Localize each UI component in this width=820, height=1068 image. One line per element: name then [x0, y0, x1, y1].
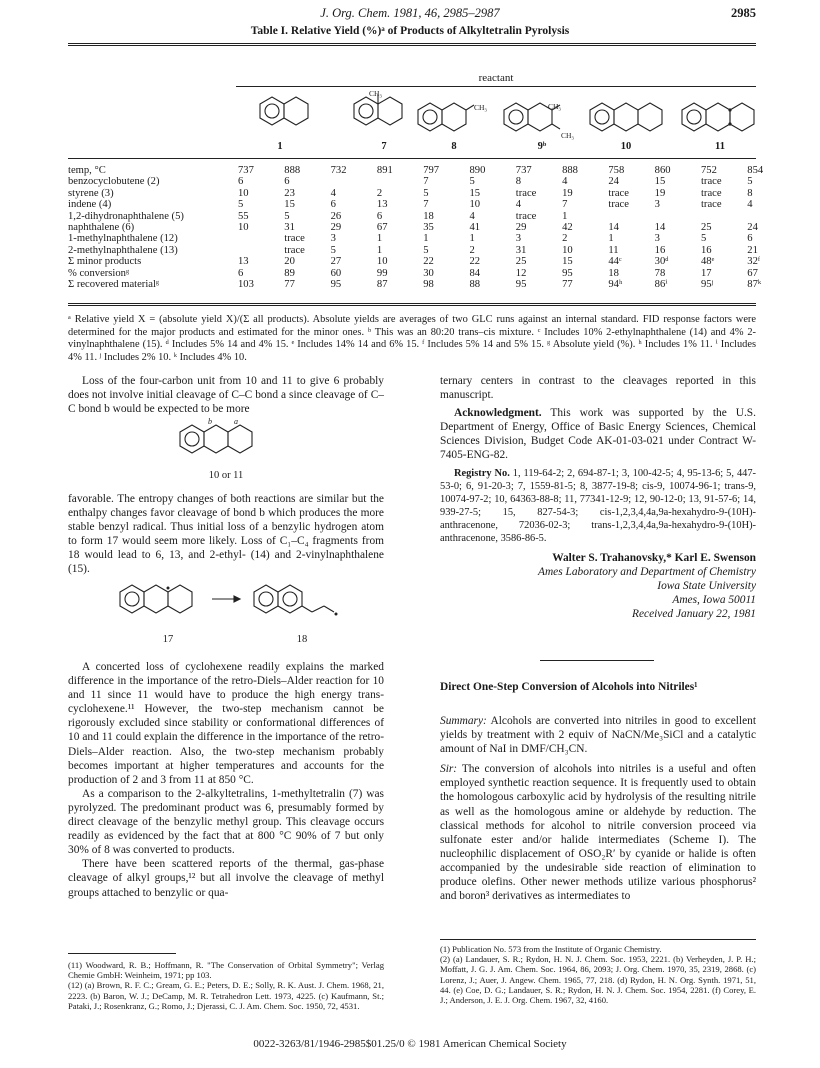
- table-cell: trace: [284, 244, 305, 256]
- sir-paragraph: [440, 762, 756, 903]
- acknowledgment-label: Acknowledgment.: [454, 407, 542, 420]
- table-bottom-rule-2: [68, 305, 756, 306]
- table-cell: 31: [515, 244, 527, 256]
- structure-8: [410, 98, 484, 142]
- table-cell: 10: [238, 187, 249, 199]
- table-caption: Table I. Relative Yield (%)ᵃ of Products of Alkyltetralin Pyrolysis: [250, 25, 570, 37]
- table-cell: trace: [608, 199, 629, 211]
- table-cell: 31: [284, 222, 295, 234]
- table-cell: 24: [608, 176, 619, 188]
- table-cell: 2: [562, 233, 568, 245]
- table-cell: 48ᵉ: [700, 256, 715, 268]
- received-date: Received January 22, 1981: [632, 607, 756, 620]
- table-cell: 10: [562, 244, 573, 256]
- table-cell: 32ᶠ: [747, 256, 761, 268]
- table-cell: trace: [284, 233, 305, 245]
- table-cell: 103: [238, 279, 254, 291]
- table-cell: 77: [284, 279, 295, 291]
- reactant-rule: [236, 86, 756, 87]
- paragraph-entropy: favorable. The entropy changes of both reactions are similar but the enthalpy changes favor cleavage of bond b which produces the more stable benzyl radical. Thus initial loss of a benzylic hydrogen atom to form 17 would seem more likely. Loss of C₁–C₄ fragments from 18 would lead to 6, 13, and 2-ethyl- (14) and 2-vinylnaphthalene (15).: [68, 493, 384, 576]
- table-cell: 30ᵈ: [654, 256, 669, 268]
- table-cell: 22: [423, 256, 434, 268]
- table-cell: 888: [562, 165, 578, 176]
- table-cell: 67: [376, 222, 388, 234]
- paragraph-scattered-reports: There have been scattered reports of the thermal, gas-phase cleavage of alkyl groups,¹² but all involve the cleavage of methyl groups attached to benzylic or qua-: [68, 858, 384, 899]
- compound-number-9: 9ᵇ: [537, 141, 547, 152]
- table-cell: 95: [330, 279, 342, 291]
- table-cell: 16: [700, 244, 712, 256]
- table-cell: 60: [330, 267, 342, 279]
- table-cell: 16: [654, 244, 666, 256]
- bond-label-a: a: [234, 417, 238, 426]
- table-cell: 10: [376, 256, 388, 268]
- table-cell: 18: [608, 267, 619, 279]
- table-cell: 94ʰ: [608, 279, 623, 291]
- table-cell: 737: [238, 165, 254, 176]
- table-cell: 1: [562, 210, 568, 222]
- table-cell: [238, 233, 284, 244]
- table-cell: 78: [654, 267, 666, 279]
- paragraph-ternary: ternary centers in contrast to the cleavages reported in this manuscript.: [440, 375, 756, 402]
- table-cell: 5: [700, 233, 707, 245]
- methyl-label-9b: CH₃: [561, 131, 575, 140]
- table-cell: 3: [654, 199, 660, 211]
- table-cell: 6: [238, 176, 244, 188]
- table-cell: 5: [284, 210, 290, 222]
- table-cell: 18: [423, 210, 434, 222]
- table-top-rule-2: [68, 45, 756, 46]
- table-cell: 88: [469, 279, 481, 291]
- row-label: Σ recovered materialᵍ: [68, 279, 160, 291]
- table-cell: 5: [238, 199, 244, 211]
- table-cell: 15: [562, 256, 573, 268]
- table-row: [68, 211, 794, 222]
- table-cell: 732: [330, 165, 347, 176]
- table-cell: 24: [747, 222, 758, 234]
- table-row: [68, 188, 794, 199]
- structure-10: [584, 98, 670, 142]
- summary: [440, 714, 756, 756]
- summary-label: Summary:: [440, 715, 487, 727]
- bond-label-b: b: [208, 417, 212, 426]
- table-cell: 4: [330, 187, 336, 199]
- table-cell: 10: [469, 199, 481, 211]
- table-cell: 19: [562, 187, 573, 199]
- table-cell: 14: [654, 222, 666, 234]
- table-row: [68, 176, 794, 187]
- table-cell: trace: [700, 199, 722, 211]
- table-cell: 4: [562, 176, 568, 188]
- methyl-label-7: CH₃: [369, 89, 383, 98]
- affiliation-line-2: Iowa State University: [657, 579, 756, 592]
- table-row: [68, 268, 794, 279]
- table-cell: 891: [376, 165, 393, 176]
- compound-number-7: 7: [381, 141, 387, 152]
- table-row: [68, 199, 794, 210]
- table-top-rule: [68, 43, 756, 44]
- table-cell: 29: [515, 222, 527, 234]
- figure-10-or-11: [170, 418, 280, 468]
- row-label: naphthalene (6): [68, 222, 135, 234]
- table-cell: trace: [700, 187, 722, 199]
- left-column-part3: [68, 660, 384, 900]
- registry-text: 1, 119-64-2; 2, 694-87-1; 3, 100-42-5; 4, 95-13-6; 5, 447-53-0; 6, 91-20-3; 7, 1559-81-5; 8, 3877-19-8; cis-9, 10074-96-1; trans-9, 10074-97-2; 10, 64363-88-8; 11, 77341-12-9; 12, 90-12-0; 13, 91-57-6; 14, 939-27-5; 15, 827-54-3; cis-1,2,3,4,4a,9a-hexahydro-9-(10H)-anthracenone, 72036-02-3; trans-1,2,3,4,4a,9a-hexahydro-9-(10H)-anthracenone, 3586-86-5.: [440, 467, 756, 544]
- table-cell: 87: [376, 279, 388, 291]
- table-cell: 2: [469, 244, 475, 256]
- methyl-label-8: CH₃: [474, 103, 488, 112]
- table-cell: 12: [515, 267, 527, 279]
- table-cell: 22: [469, 256, 481, 268]
- table-cell: 84: [469, 267, 481, 279]
- table-cell: trace: [515, 210, 537, 222]
- table-cell: 6: [330, 199, 336, 211]
- table-cell: 1: [608, 233, 614, 245]
- table-row: [68, 256, 794, 267]
- table-cell: 13: [376, 199, 388, 211]
- table-cell: 41: [469, 222, 481, 234]
- table-cell: 77: [562, 279, 573, 291]
- table-cell: [238, 245, 284, 256]
- table-cell: 4: [747, 199, 753, 211]
- table-cell: 758: [608, 165, 625, 176]
- row-label: % conversionᵍ: [68, 267, 130, 279]
- table-cell: 55: [238, 210, 249, 222]
- table-cell: 26: [330, 210, 342, 222]
- table-cell: 3: [330, 233, 336, 245]
- table-bottom-rule: [68, 303, 756, 304]
- table-cell: 15: [284, 199, 295, 211]
- table-cell: 99: [376, 267, 388, 279]
- table-cell: 95: [515, 279, 527, 291]
- paragraph-methyltetralin: As a comparison to the 2-alkyltetralins, 1-methyltetralin (7) was pyrolyzed. The predominant product was 6, presumably formed by direct cleavage of the benzylic methyl group. This cleavage occurs readily as evidenced by the fact that at 800 °C 90% of 7 but only 30% of 8 was converted to products.: [68, 787, 384, 857]
- table-cell: 21: [747, 244, 758, 256]
- compound-number-11: 11: [715, 141, 725, 152]
- table-cell: 4: [515, 199, 522, 211]
- table-cell: 86ⁱ: [654, 279, 668, 291]
- table-cell: trace: [608, 187, 629, 199]
- table-cell: 6: [376, 210, 383, 222]
- sir-text: The conversion of alcohols into nitriles is a useful and often employed synthetic reaction sequence. It is frequently used to obtain the homologous carboxylic acid by hydrolysis of the resulting nitrile as well as the homologous amine or aldehyde by reduction. The classical methods for alcohol to nitrile conversion proceed via sulfonate ester and/or halide intermediates (Scheme I). The nucleophilic displacement of OSO₂R′ by cyanide or halide is often accompanied by the undesirable side reaction of elimination to produce olefins. Other newer methods utilize various phosphorus² and boron³ derivatives as intermediates to: [440, 763, 756, 903]
- compound-number-10: 10: [620, 141, 632, 152]
- registry-label: Registry No.: [454, 467, 510, 479]
- left-column-part1: [68, 374, 384, 416]
- running-header: J. Org. Chem. 1981, 46, 2985–2987: [320, 6, 500, 20]
- table-cell: 19: [654, 187, 666, 199]
- table-cell: 67: [747, 267, 758, 279]
- page-footer: 0022-3263/81/1946-2985$01.25/0 © 1981 American Chemical Society: [253, 1038, 567, 1050]
- table-cell: 890: [469, 165, 486, 176]
- table-cell: 5: [469, 176, 475, 188]
- table-cell: 14: [608, 222, 619, 234]
- table-cell: 89: [284, 267, 295, 279]
- compound-label-17: 17: [162, 634, 174, 645]
- page-number: 2985: [731, 6, 756, 20]
- table-cell: 5: [747, 176, 753, 188]
- affiliation: [440, 565, 756, 621]
- table-cell: 752: [700, 165, 717, 176]
- table-cell: 17: [700, 267, 712, 279]
- table-cell: 10: [238, 222, 249, 234]
- table-cell: [608, 211, 654, 222]
- acknowledgment: [440, 406, 756, 462]
- table-cell: 13: [238, 256, 249, 268]
- table-row: [68, 222, 794, 233]
- registry-numbers: [440, 467, 756, 545]
- table-cell: [655, 211, 701, 222]
- table-cell: 87ᵏ: [747, 279, 762, 291]
- right-references: (1) Publication No. 573 from the Institute of Organic Chemistry. (2) (a) Landauer, S. R.; Rydon, H. N. J. Chem. Soc. 1953, 2221. (b) Verheyden, J. P. H.; Moffatt, J. G. J. Am. Chem. Soc. 1964, 86, 2093; J. Org. Chem. 1970, 35, 2319, 2868. (c) Lorenz, J.; Auer, J. Angew. Chem. 1965, 77, 218. (d) Rydon, H. N. Org. Synth. 1971, 51, 44. (e) Coe, D. G.; Landauer, S. R.; Rydon, H. N. J. Chem. Soc. 1954, 2281. (f) Corey, E. J.; Anderson, J. E. J. Org. Chem. 1967, 32, 4160.: [440, 944, 756, 1006]
- table-cell: 4: [469, 210, 475, 222]
- table-cell: 20: [284, 256, 295, 268]
- acknowledgment-text: This work was supported by the U.S. Department of Energy, Office of Basic Energy Sciences, Chemical Sciences Division, Budget Code AK-01-03-021 under Contract W-7405-ENG-82.: [440, 407, 756, 462]
- table-row: [68, 165, 794, 176]
- row-label: 1,2-dihydronaphthalene (5): [68, 210, 184, 222]
- table-row: [68, 279, 794, 290]
- table-cell: 42: [562, 222, 573, 234]
- table-cell: 25: [515, 256, 527, 268]
- table-cell: 15: [654, 176, 666, 188]
- table-cell: 1: [469, 233, 475, 245]
- table-cell: 98: [423, 279, 434, 291]
- table-cell: 8: [747, 187, 753, 199]
- table-cell: 854: [747, 165, 764, 176]
- table-cell: 95ʲ: [700, 279, 714, 291]
- row-label: Σ minor products: [68, 256, 142, 268]
- table-cell: 737: [515, 165, 532, 176]
- structure-1: [246, 92, 316, 136]
- table-cell: 797: [423, 165, 440, 176]
- paragraph-cleavage: Loss of the four-carbon unit from 10 and 11 to give 6 probably does not involve initial cleavage of C–C bond a since cleavage of C–C bond b would be expected to be more: [68, 375, 384, 416]
- table-cell: 2: [376, 187, 383, 199]
- table-cell: [747, 211, 793, 222]
- table-header-rule: [68, 158, 756, 159]
- row-label: indene (4): [68, 199, 112, 211]
- table-cell: 5: [423, 244, 429, 256]
- left-references: (11) Woodward, R. B.; Hoffmann, R. "The Conservation of Orbital Symmetry"; Verlag Chemie GmbH: Weinheim, 1971; pp 103. (12) (a) Brown, R. F. C.; Gream, G. E.; Peters, D. E.; Solly, R. K. Aust. J. Chem. 1968, 21, 2223. (b) Baron, W. J.; DeCamp, M. R. Tetrahedron Lett. 1973, 4225. (c) Kaufmann, St.; Pataki, J.; Rosenkranz, G.; Romo, J.; Djerassi, C. J. Am. Chem. Soc. 1950, 72, 4531.: [68, 960, 384, 1011]
- right-column-part1: [440, 374, 756, 621]
- table-footnotes: ᵃ Relative yield X = (absolute yield X)/(Σ all products). Absolute yields are averages of two GLC runs against an internal standard. FID response factors were determined for the major products and estimated for the minor ones. ᵇ This was an 80:20 trans–cis mixture. ᶜ Includes 10% 2-ethylnaphthalene (14) and 4% 2-vinylnaphthalene (15). ᵈ Includes 5% 14 and 4% 15. ᵉ Includes 14% 14 and 6% 15. ᶠ Includes 5% 14 and 5% 15. ᵍ Absolute yield (%). ʰ Includes 1% 11. ⁱ Includes 4% 11. ʲ Includes 2% 10. ᵏ Includes 4% 10.: [68, 314, 756, 363]
- row-label: benzocyclobutene (2): [68, 176, 160, 188]
- table-cell: 35: [423, 222, 434, 234]
- right-column-part2: [440, 714, 756, 903]
- table-cell: trace: [700, 176, 722, 188]
- table-cell: 888: [284, 165, 301, 176]
- table-cell: 6: [284, 176, 290, 188]
- table-row: [68, 233, 794, 244]
- table-cell: 6: [238, 267, 244, 279]
- table-cell: 11: [608, 244, 619, 256]
- reactant-heading: reactant: [478, 72, 514, 84]
- row-label: temp, °C: [68, 165, 106, 176]
- methyl-label-9a: CH₃: [548, 102, 562, 111]
- row-label: styrene (3): [68, 187, 114, 199]
- table-cell: 1: [376, 244, 383, 256]
- table-cell: 27: [330, 256, 342, 268]
- table-cell: 23: [284, 187, 295, 199]
- table-cell: [377, 176, 423, 187]
- table-cell: [331, 176, 377, 187]
- table-cell: 5: [330, 244, 336, 256]
- summary-text: Alcohols are converted into nitriles in good to excellent yields by treatment with 2 equiv of NaCN/Me₃SiCl and a catalytic amount of NaI in DMF/CH₃CN.: [440, 715, 756, 756]
- affiliation-line-1: Ames Laboratory and Department of Chemistry: [538, 565, 756, 578]
- table-cell: 5: [423, 187, 429, 199]
- table-cell: 95: [562, 267, 573, 279]
- table-cell: 44ᶜ: [608, 256, 622, 268]
- compound-number-8: 8: [451, 141, 457, 152]
- article-title: Direct One-Step Conversion of Alcohols into Nitriles¹: [440, 681, 698, 693]
- table-cell: [701, 211, 747, 222]
- sir-label: Sir:: [440, 763, 458, 776]
- structure-11: [676, 98, 762, 142]
- affiliation-line-3: Ames, Iowa 50011: [672, 593, 756, 606]
- table-cell: 1: [376, 233, 383, 245]
- table-cell: 29: [330, 222, 342, 234]
- table-cell: trace: [515, 187, 537, 199]
- table-cell: 1: [423, 233, 429, 245]
- table-cell: 30: [423, 267, 434, 279]
- table-cell: 860: [654, 165, 671, 176]
- row-label: 2-methylnaphthalene (13): [68, 244, 178, 256]
- table-cell: 7: [562, 199, 568, 211]
- left-column-part2: [68, 492, 384, 577]
- pyrolysis-data-table: [68, 165, 794, 290]
- table-cell: 25: [700, 222, 712, 234]
- table-cell: 6: [747, 233, 753, 245]
- compound-label-18: 18: [296, 634, 308, 645]
- table-cell: 7: [423, 176, 429, 188]
- table-cell: 15: [469, 187, 481, 199]
- row-label: 1-methylnaphthalene (12): [68, 233, 178, 245]
- article-separator-rule: [540, 660, 654, 661]
- compound-number-1: 1: [277, 141, 283, 152]
- table-row: [68, 245, 794, 256]
- table-cell: 7: [423, 199, 429, 211]
- author-line: Walter S. Trahanovsky,* Karl E. Swenson: [552, 551, 756, 564]
- table-cell: 3: [515, 233, 522, 245]
- figure-caption-10-or-11: 10 or 11: [208, 470, 244, 481]
- paragraph-cyclohexene: A concerted loss of cyclohexene readily explains the marked difference in the importance of the retro-Diels–Alder reaction for 10 and 11 since 11 would have to produce the high energy trans-cyclohexene.¹¹ However, the two-step mechanism cannot be rigorously excluded since stability or conformational differences of 10 and 11 could explain the difference in the importance of the retro-Diels–Alder reaction. Also, the two-step mechanism probably becomes important at higher temperatures and accounts for the production of 2 and 3 from 11 at 850 °C.: [68, 661, 384, 786]
- table-cell: 8: [515, 176, 522, 188]
- figure-17-to-18: [114, 578, 350, 628]
- table-cell: 3: [654, 233, 660, 245]
- right-refs-rule: [440, 939, 756, 940]
- left-refs-rule: [68, 953, 176, 954]
